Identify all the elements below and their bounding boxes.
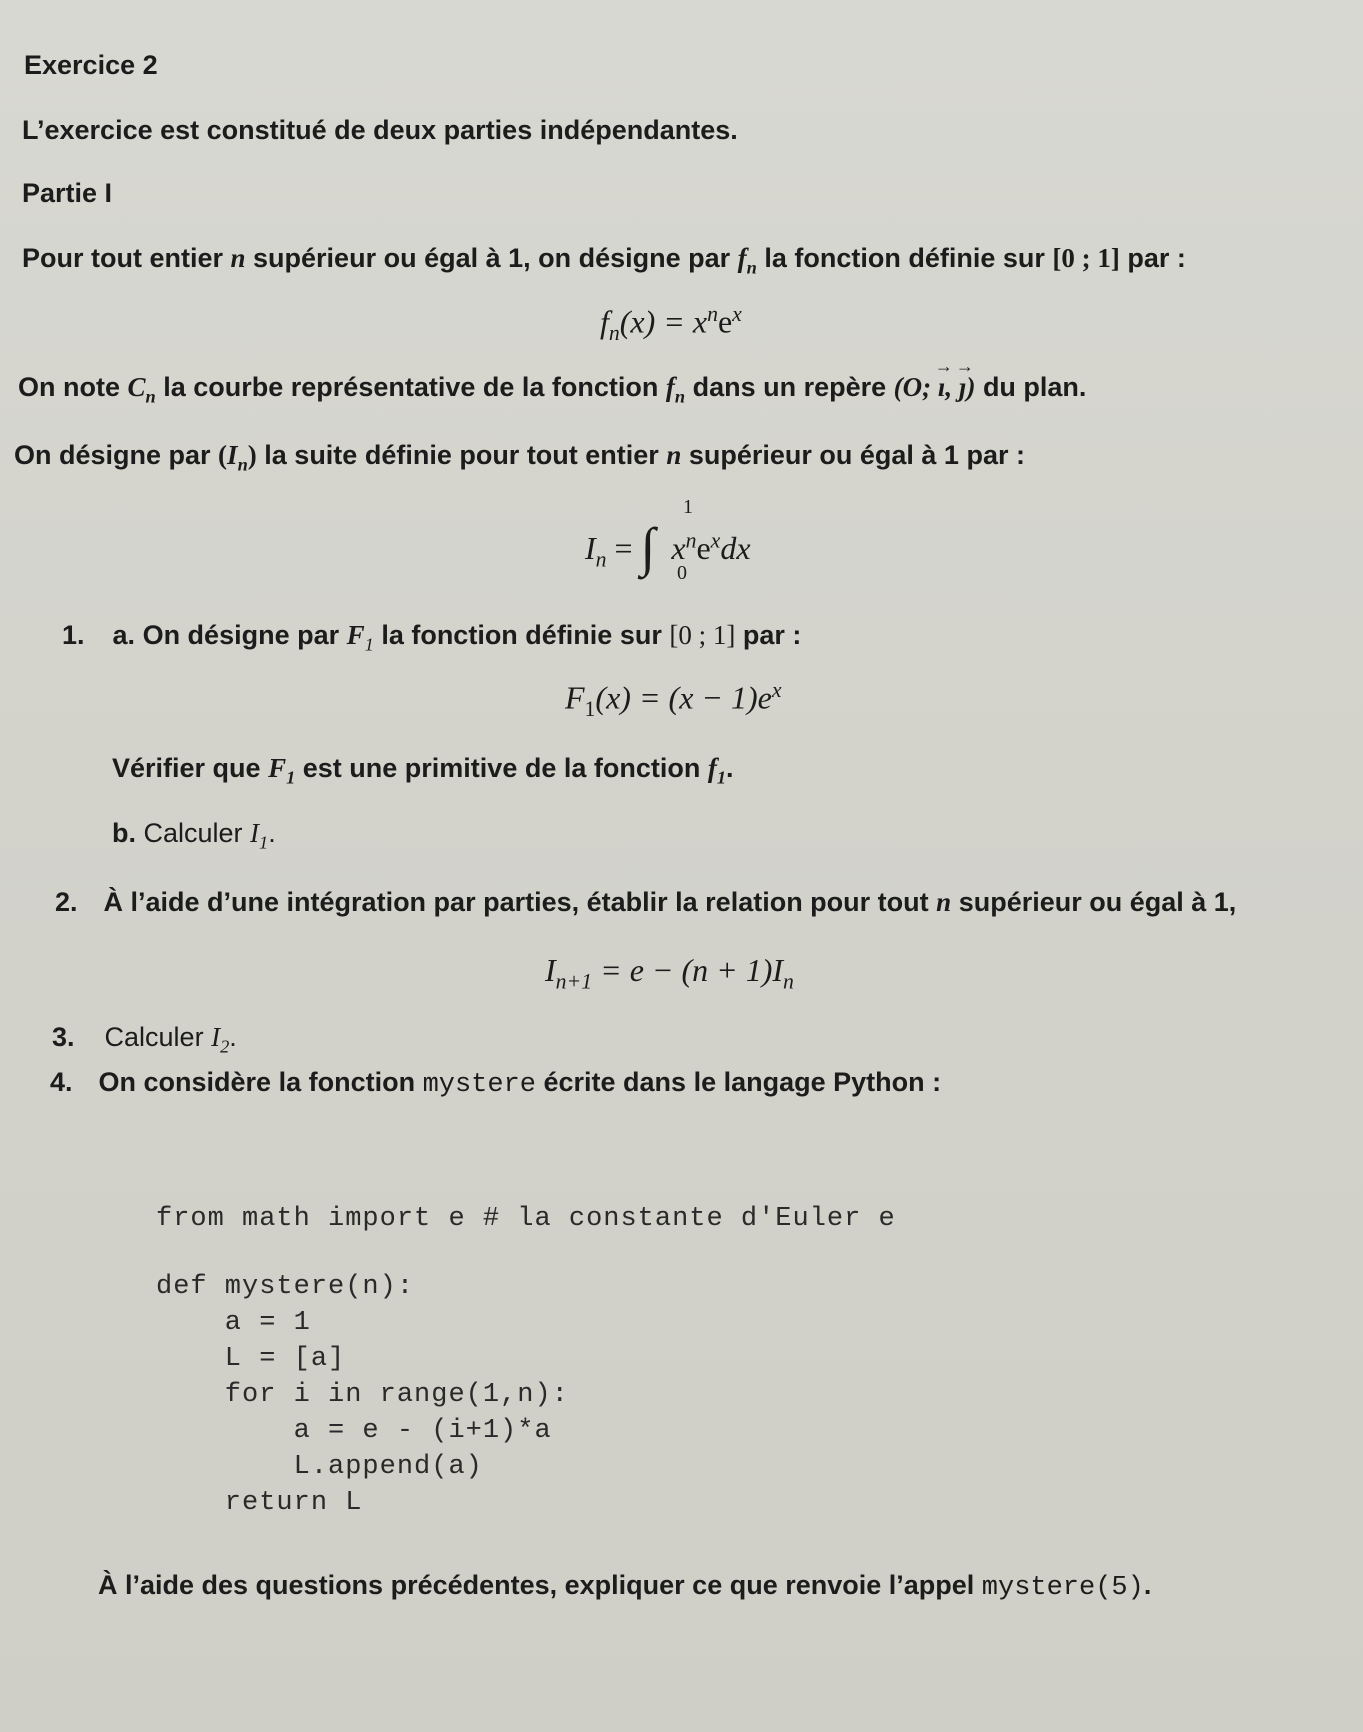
question-1b: b. Calculer $I_1$. (112, 818, 276, 853)
code-line-2: def mystere(n): (156, 1272, 415, 1302)
integral-sign: ∫ (640, 517, 656, 577)
code-line-1: from math import e # la constante d'Euler e (156, 1204, 896, 1234)
question-3: 3. Calculer $I_2$. (52, 1022, 237, 1057)
code-line-6: a = e - (i+1)*a (156, 1416, 552, 1446)
code-line-4: L = [a] (156, 1344, 346, 1374)
code-line-7: L.append(a) (156, 1452, 483, 1482)
formula-recurrence: $I_{n+1} = e - (n + 1)I_n$ (545, 952, 794, 994)
formula-integral: $I_n$ = ∫ 1 0 $x^ne^xdx$ (585, 496, 751, 584)
question-1a: 1. a. On désigne par $F_1$ la fonction définie sur [0 ; 1] par : (62, 620, 802, 655)
function-name-code: mystere (422, 1070, 536, 1100)
function-call-code: mystere(5) (981, 1573, 1144, 1603)
part-title: Partie I (22, 178, 113, 208)
final-question: À l’aide des questions précédentes, expliquer ce que renvoie l’appel mystere(5). (98, 1570, 1152, 1603)
question-2: 2. À l’aide d’une intégration par parties, établir la relation pour tout n supérieur ou égal à 1, (55, 887, 1237, 917)
sequence-line: On désigne par $(I_n)$ la suite définie pour tout entier n supérieur ou égal à 1 par : (14, 440, 1025, 475)
exercise-title: Exercice 2 (24, 50, 158, 80)
curve-line: On note $C_n$ la courbe représentative de la fonction $f_n$ dans un repère (O; → ı, → ȷ) du plan. (18, 372, 1086, 407)
intro-text: L’exercice est constitué de deux parties indépendantes. (22, 115, 738, 145)
formula-fn: $f_n(x) = x^ne^x$ (600, 302, 742, 346)
question-1a-verify: Vérifier que $F_1$ est une primitive de la fonction $f_1$. (112, 753, 734, 788)
code-line-5: for i in range(1,n): (156, 1380, 569, 1410)
definition-line: Pour tout entier n supérieur ou égal à 1, on désigne par $f_n$ la fonction définie sur [0 ; 1] par : (22, 243, 1186, 278)
formula-F1: $F_1(x) = (x - 1)e^x$ (565, 678, 782, 722)
code-line-8: return L (156, 1488, 363, 1518)
question-4: 4. On considère la fonction mystere écrite dans le langage Python : (50, 1067, 942, 1100)
code-line-3: a = 1 (156, 1308, 311, 1338)
